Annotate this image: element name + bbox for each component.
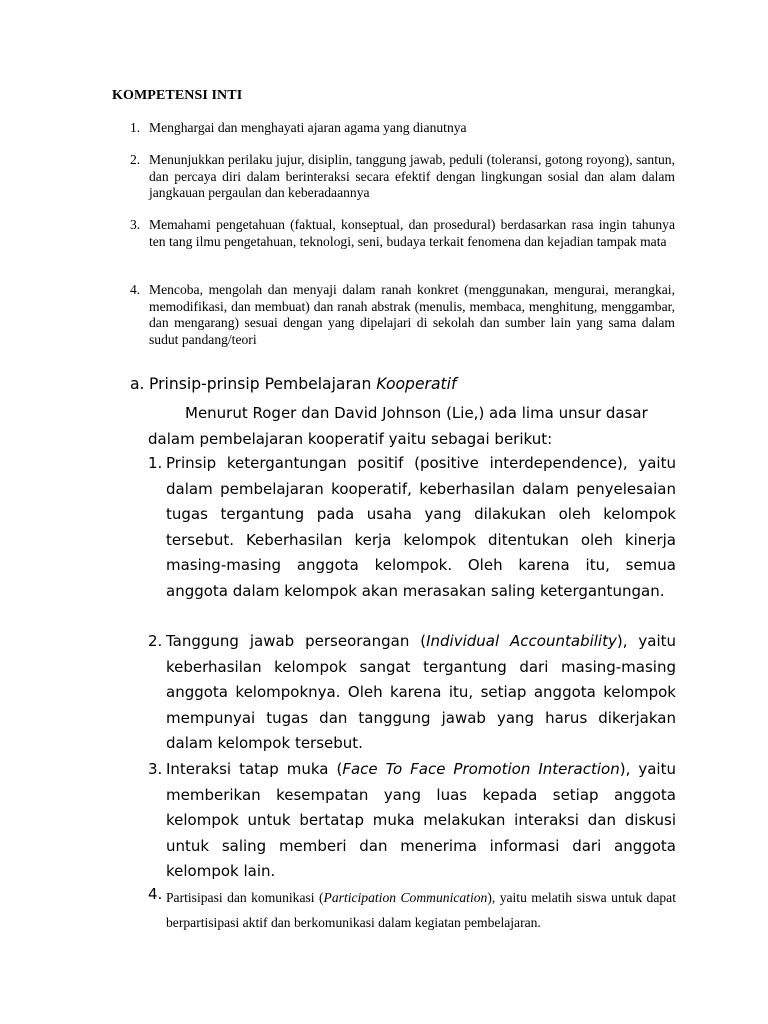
principle-item — [148, 451, 676, 605]
text-post: ), yaitu melatih siswa untuk dapat berpartisipasi aktif dan berkomunikasi dalam kegiatan pembelajaran. — [166, 890, 676, 930]
item-number: 2. — [130, 152, 141, 167]
section-title-italic: Kooperatif — [376, 375, 457, 393]
item-text — [166, 885, 676, 935]
item-number: 3. — [130, 217, 141, 232]
text-italic: Face To Face Promotion Interaction — [342, 760, 620, 778]
item-number: 1. — [130, 120, 141, 135]
kompetensi-item — [130, 120, 675, 137]
text-post: ), yaitu keberhasilan kelompok sangat tergantung dari masing-masing anggota kelompoknya. Oleh karena itu, setiap anggota kelompok mempunyai tugas dan tanggung jawab yang harus dikerjakan dalam kelompok tersebut. — [166, 632, 677, 753]
intro-paragraph — [148, 401, 676, 452]
principle-item — [148, 757, 676, 885]
item-text: Memahami pengetahuan (faktual, konseptual, dan prosedural) berdasarkan rasa ingin tahunya ten tang ilmu pengetahuan, teknologi, seni, budaya terkait fenomena dan kejadian tampak mata — [149, 217, 675, 249]
kompetensi-item — [130, 282, 675, 348]
text-post: ), yaitu memberikan kesempatan yang luas kepada setiap anggota kelompok untuk bertatap muka melakukan interaksi dan diskusi untuk saling memberi dan menerima informasi dari anggota kelompok lain. — [166, 760, 676, 881]
item-text: Mencoba, mengolah dan menyaji dalam ranah konkret (menggunakan, mengurai, merangkai, memodifikasi, dan membuat) dan ranah abstrak (menulis, membaca, menghitung, menggambar, dan mengarang) sesuai dengan yang dipelajari di sekolah dan sumber lain yang sama dalam sudut pandang/teori — [149, 282, 675, 347]
intro-text: Menurut Roger dan David Johnson (Lie,) ada lima unsur dasar dalam pembelajaran kooperatif yaitu sebagai berikut: — [148, 404, 648, 448]
text-pre: Interaksi tatap muka ( — [166, 760, 343, 778]
kompetensi-item — [130, 217, 675, 250]
item-number: 3. — [148, 760, 163, 778]
text-pre: Tanggung jawab perseorangan ( — [166, 632, 427, 650]
section-title: Prinsip-prinsip Pembelajaran — [149, 375, 377, 393]
item-text: Menunjukkan perilaku jujur, disiplin, tanggung jawab, peduli (toleransi, gotong royong), santun, dan percaya diri dalam berinteraksi secara efektif dengan lingkungan sosial dan alam dalam jangkauan pergaulan dan keberadaannya — [149, 152, 675, 201]
principle-item — [148, 885, 676, 935]
text-italic: Individual Accountability — [426, 632, 617, 650]
item-number: 2. — [148, 632, 163, 650]
item-text: Menghargai dan menghayati ajaran agama yang dianutnya — [149, 120, 467, 135]
item-text: Prinsip ketergantungan positif (positive interdependence), yaitu dalam pembelajaran kooperatif, keberhasilan dalam penyelesaian tugas tergantung pada usaha yang dilakukan oleh kelompok tersebut. Keberhasilan kerja kelompok ditentukan oleh kinerja masing-masing anggota kelompok. Oleh karena itu, semua anggota dalam kelompok akan merasakan saling ketergantungan. — [166, 454, 676, 600]
section-label: a. — [130, 375, 145, 393]
item-number: 4. — [148, 885, 163, 903]
principle-item — [148, 629, 676, 757]
text-italic: Participation Communication — [323, 890, 488, 905]
item-text — [166, 757, 676, 885]
kompetensi-item — [130, 152, 675, 202]
item-number: 4. — [130, 282, 141, 297]
section-heading — [130, 375, 456, 393]
item-number: 1. — [148, 454, 163, 472]
kompetensi-inti-heading: KOMPETENSI INTI — [112, 88, 243, 103]
text-pre: Partisipasi dan komunikasi ( — [166, 890, 324, 905]
item-text — [166, 629, 676, 757]
